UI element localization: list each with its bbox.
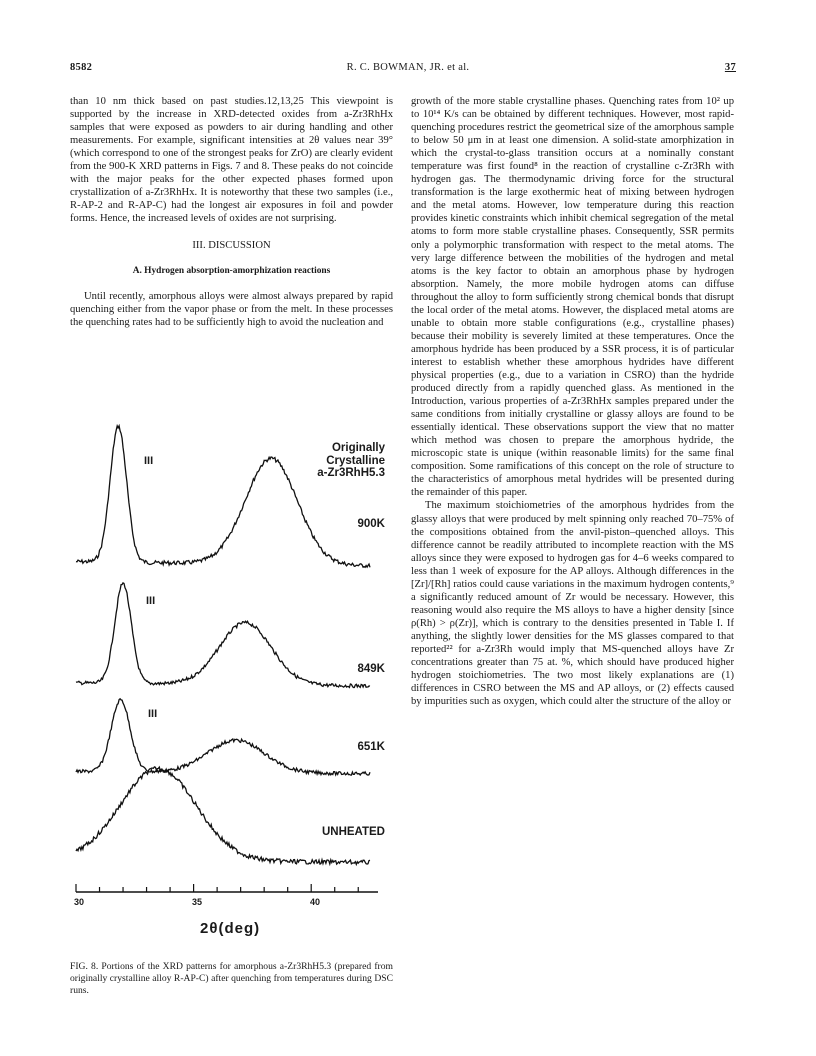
curve-label-651k: 651K (357, 741, 385, 753)
peak-marker: III (146, 595, 156, 607)
right-column (411, 95, 734, 708)
running-header-authors: R. C. BOWMAN, JR. et al. (346, 62, 470, 73)
section-title: III. DISCUSSION (192, 240, 271, 252)
paragraph: Until recently, amorphous alloys were almost always prepared by rapid quenching either from the vapor phase or from the melt. In these processes the quenching rates had to be sufficiently high to avoid the nucleation and (70, 290, 393, 328)
curve-label-unheated: UNHEATED (321, 826, 385, 838)
xrd-curve-651k (76, 699, 370, 775)
xrd-figure (60, 422, 395, 942)
paragraph: growth of the more stable crystalline phases. Quenching rates from 10² up to 10¹⁴ K/s can be obtained by different techniques. However, most rapid-quenching procedures restrict the geometrical size of the amorphous sample to below 50 μm in at least one dimension. A solid-state amorphization in which the crystal-to-glass transition occurs at a nominally constant temperature was first found⁸ in the reaction of crystalline c-Zr3Rh with hydrogen gas. The thermodynamic driving force for the structural transformation is the large exothermic heat of mixing between hydrogen and the metal atoms. However, low temperature during this reaction provides kinetic constraints which inhibit chemical segregation of the metal atoms to form more stable crystalline phases. Consequently, SSR permits only a polymorphic transformation with respect to the metal atoms. The very large difference between the mobilities of the hydrogen and metal atoms is the key factor to obtain an amorphous phase by hydrogen absorption. Namely, the more mobile hydrogen atoms can diffuse throughout the alloy to form sufficiently strong chemical bonds that disrupt the local order of the metal atoms. However, the displaced metal atoms are unable to obtain more stable configurations (e.g., crystalline phases) because their mobility is severely limited at these temperatures. Once the amorphous hydride has been produced by a SSR process, it is of particular interest to establish whether these amorphous hydrides have different physical properties (e.g., due to a variation in CSRO) than the hydride produced directly from a rapidly quenched glass. As mentioned in the Introduction, various properties of a-Zr3RhHx samples prepared under the same conditions from initially crystalline or glassy alloys are found to be essentially identical. These observations support the view that no matter which method was chosen to prepare the amorphous hydride, the microscopic state is unique (within reasonable limits) for the same final composition. Some ramifications of this concept on the role of structure to the characteristics of amorphous metal hydrides will be presented during the remainder of this paper. (411, 96, 734, 499)
curve-label-900k: 900K (357, 518, 385, 530)
figure-caption: FIG. 8. Portions of the XRD patterns for amorphous a-Zr3RhH5.3 (prepared from originally crystalline alloy R-AP-C) after quenching from temperatures during DSC runs. (70, 961, 393, 996)
x-tick-label: 35 (192, 897, 203, 907)
x-axis-title: 2θ(deg) (200, 920, 261, 937)
xrd-curve-unheated (76, 767, 370, 865)
curve-label-original: Originally Crystalline a-Zr3RhH5.3 (317, 442, 385, 479)
x-tick-label: 40 (310, 897, 321, 907)
subsection-title: A. Hydrogen absorption-amorphization reactions (132, 265, 331, 276)
paragraph: than 10 nm thick based on past studies.12,13,25 This viewpoint is supported by the increase in XRD-detected oxides from a-Zr3RhHx samples that were exposed as powders to air during handling and other measurements. For example, significant intensities at 2θ values near 39° (which correspond to one of the strongest peaks for ZrO) are clearly evident from the 900-K XRD patterns in Figs. 7 and 8. These peaks do not coincide with the major peaks for the other expected phases formed upon crystallization of a-Zr3RhHx. It is noteworthy that these two samples (i.e., R-AP-2 and R-AP-C) had the longest air exposures in foil and powder forms. Hence, the increased levels of oxides are not surprising. (70, 96, 393, 225)
page-number: 8582 (70, 62, 93, 73)
peak-marker: III (144, 455, 154, 467)
left-column (70, 95, 393, 329)
volume-number: 37 (724, 62, 736, 73)
x-tick-label: 30 (74, 897, 85, 907)
peak-marker: III (148, 708, 158, 720)
paragraph: The maximum stoichiometries of the amorphous hydrides from the glassy alloys that were produced by melt spinning only reached 70–75% of the compositions obtained from the anvil-piston–quenched alloys. This difference cannot be readily attributed to incomplete reaction with the MS alloys since they were exposed to hydrogen gas for 4–6 weeks compared to less than 1 week of exposure for the AP alloys. Although differences in the [Zr]/[Rh] ratios could cause variations in the maximum hydrogen contents,⁹ a significantly reduced amount of Zr would be necessary. However, this reasoning would also require the MS alloys to have a higher density [since ρ(Rh) > ρ(Zr)], which is contrary to the densities presented in Table I. If anything, the slightly lower densities for the MS glasses compared to that reported²² for a-Zr3Rh would imply that MS-quenched alloys have Zr concentrations greater than 75 at. %, which should have produced higher hydrogen stoichiometries. The two most likely explanations are (1) differences in CSRO between the MS and AP alloys, or (2) effects caused by impurities such as oxygen, which could alter the structure of the alloy or (411, 500, 734, 708)
curve-label-849k: 849K (357, 663, 385, 675)
